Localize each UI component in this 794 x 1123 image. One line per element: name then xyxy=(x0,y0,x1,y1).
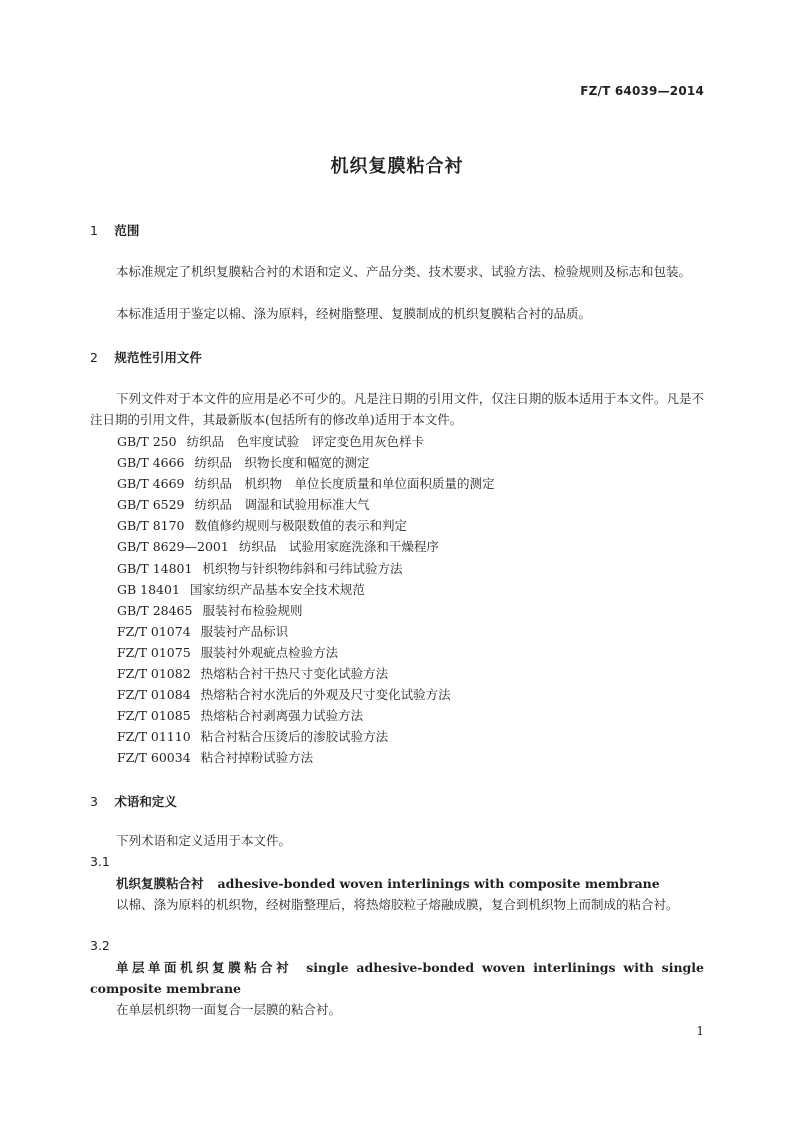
clause-number: 3.2 xyxy=(90,938,110,953)
reference-title: 粘合衬粘合压烫后的渗胶试验方法 xyxy=(200,729,389,745)
reference-item xyxy=(117,473,495,494)
reference-code: GB/T 250 xyxy=(117,434,177,449)
reference-title: 机织物与针织物纬斜和弓纬试验方法 xyxy=(202,560,403,576)
reference-item xyxy=(117,579,495,600)
reference-title: 纺织品 试验用家庭洗涤和干燥程序 xyxy=(238,539,439,555)
reference-code: GB/T 8629—2001 xyxy=(117,539,229,555)
reference-item xyxy=(117,515,495,536)
reference-code: GB/T 4666 xyxy=(117,455,185,471)
scope-paragraph-2: 本标准适用于鉴定以棉、涤为原料，经树脂整理、复膜制成的机织复膜粘合衬的品质。 xyxy=(116,306,592,321)
reference-list xyxy=(117,431,495,769)
reference-item xyxy=(117,600,495,621)
reference-code: GB 18401 xyxy=(117,581,180,597)
reference-title: 纺织品 调湿和试验用标准大气 xyxy=(194,497,370,513)
term-chinese: 机织复膜粘合衬 xyxy=(116,876,204,891)
reference-item xyxy=(117,747,495,768)
clause-number: 3.1 xyxy=(90,854,110,869)
reference-code: FZ/T 01110 xyxy=(117,729,191,745)
reference-code: FZ/T 01085 xyxy=(117,708,191,724)
section-title: 范围 xyxy=(114,223,140,238)
reference-item xyxy=(117,705,495,726)
term-definition: 在单层机织物一面复合一层膜的粘合衬。 xyxy=(116,1002,342,1017)
term-definition: 以棉、涤为原料的机织物，经树脂整理后，将热熔胶粒子熔融成膜，复合到机织物上而制成的粘合衬。 xyxy=(116,897,679,912)
reference-item xyxy=(117,621,495,642)
reference-item xyxy=(117,558,495,579)
section-number: 1 xyxy=(90,223,98,238)
reference-title: 热熔粘合衬剥离强力试验方法 xyxy=(200,708,364,724)
reference-title: 纺织品 色牢度试验 评定变色用灰色样卡 xyxy=(186,434,425,449)
section-heading-normative-references xyxy=(90,348,202,366)
reference-code: GB/T 6529 xyxy=(117,497,185,513)
scope-paragraph-1: 本标准规定了机织复膜粘合衬的术语和定义、产品分类、技术要求、试验方法、检验规则及标志和包装。 xyxy=(116,264,692,279)
reference-item xyxy=(117,494,495,515)
reference-code: FZ/T 01074 xyxy=(117,623,191,639)
section-heading-terms xyxy=(90,792,177,810)
reference-title: 数值修约规则与极限数值的表示和判定 xyxy=(194,518,408,534)
document-title: 机织复膜粘合衬 xyxy=(330,156,464,177)
term-chinese: 单层单面机织复膜粘合衬 xyxy=(116,960,293,975)
reference-item xyxy=(117,663,495,684)
reference-title: 纺织品 织物长度和幅宽的测定 xyxy=(194,455,370,471)
reference-code: FZ/T 01084 xyxy=(117,687,191,703)
standard-code: FZ/T 64039—2014 xyxy=(580,84,704,98)
term-english: single adhesive-bonded woven interlinings with single composite membrane xyxy=(90,960,704,996)
section-title: 术语和定义 xyxy=(114,794,177,809)
reference-code: FZ/T 01075 xyxy=(117,644,191,660)
reference-code: FZ/T 60034 xyxy=(117,750,191,766)
reference-title: 纺织品 机织物 单位长度质量和单位面积质量的测定 xyxy=(194,476,495,492)
terms-intro: 下列术语和定义适用于本文件。 xyxy=(116,833,292,848)
reference-code: GB/T 4669 xyxy=(117,476,185,492)
reference-title: 粘合衬掉粉试验方法 xyxy=(200,750,314,766)
reference-code: GB/T 8170 xyxy=(117,518,185,534)
reference-item xyxy=(117,452,495,473)
reference-item xyxy=(117,726,495,747)
reference-title: 热熔粘合衬干热尺寸变化试验方法 xyxy=(200,666,389,682)
reference-title: 热熔粘合衬水洗后的外观及尺寸变化试验方法 xyxy=(200,687,451,703)
page-number: 1 xyxy=(696,1024,704,1038)
reference-title: 国家纺织产品基本安全技术规范 xyxy=(189,581,365,597)
section-number: 3 xyxy=(90,794,98,809)
reference-item xyxy=(117,642,495,663)
reference-title: 服装衬外观疵点检验方法 xyxy=(200,644,339,660)
term-entry xyxy=(90,957,704,999)
reference-code: FZ/T 01082 xyxy=(117,666,191,682)
term-entry xyxy=(90,873,704,894)
reference-item xyxy=(117,684,495,705)
section-number: 2 xyxy=(90,350,98,365)
section-title: 规范性引用文件 xyxy=(114,350,202,365)
reference-title: 服装衬产品标识 xyxy=(200,623,289,639)
reference-item xyxy=(117,536,495,557)
reference-code: GB/T 28465 xyxy=(117,602,193,618)
references-intro: 下列文件对于本文件的应用是必不可少的。凡是注日期的引用文件，仅注日期的版本适用于本文件。凡是不注日期的引用文件，其最新版本(包括所有的修改单)适用于本文件。 xyxy=(90,391,704,427)
section-heading-scope xyxy=(90,221,139,239)
reference-item xyxy=(117,431,495,452)
term-english: adhesive-bonded woven interlinings with composite membrane xyxy=(217,876,660,891)
reference-title: 服装衬布检验规则 xyxy=(202,602,303,618)
reference-code: GB/T 14801 xyxy=(117,560,193,576)
